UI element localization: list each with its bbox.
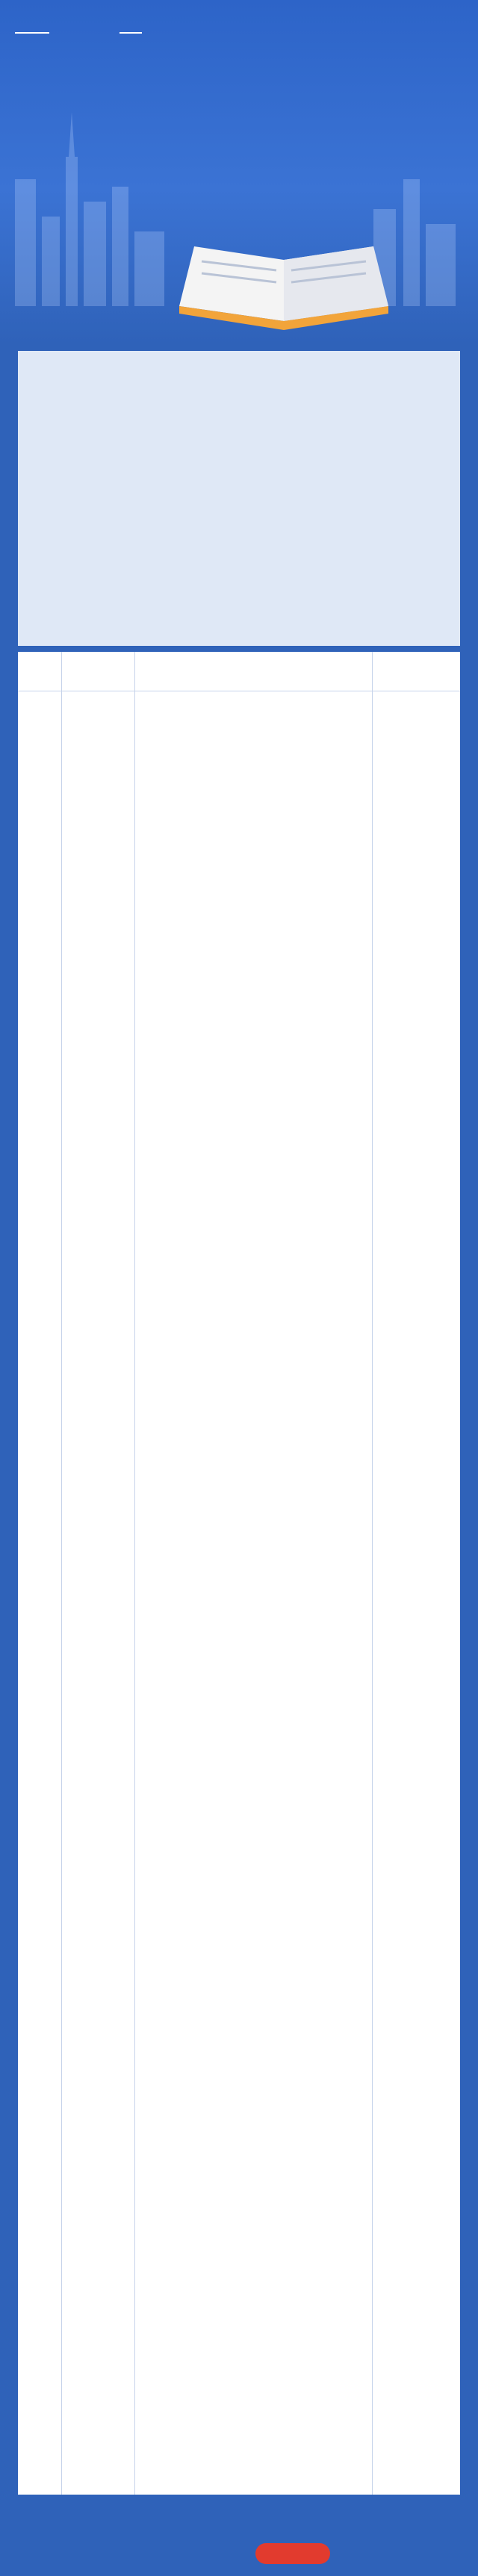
support-items-table bbox=[18, 652, 460, 2495]
column-divider bbox=[61, 652, 62, 2495]
label-line-left bbox=[15, 32, 49, 34]
column-divider bbox=[134, 652, 135, 2495]
header-dept bbox=[372, 652, 460, 691]
open-book-illustration bbox=[172, 224, 396, 336]
footer bbox=[0, 2501, 478, 2576]
table-header bbox=[18, 652, 460, 691]
hero-banner bbox=[0, 0, 478, 343]
intro-panel bbox=[18, 351, 460, 646]
header-no bbox=[18, 652, 61, 691]
southcn-logo bbox=[255, 2539, 330, 2569]
header-content bbox=[134, 652, 372, 691]
header-name bbox=[61, 652, 134, 691]
column-divider bbox=[372, 652, 373, 2495]
label-line-right bbox=[120, 32, 142, 34]
